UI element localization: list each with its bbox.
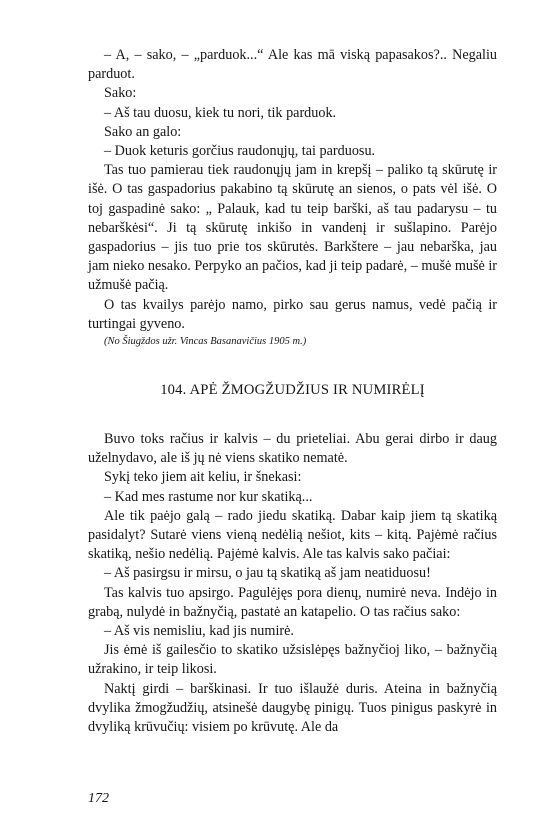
- paragraph: Ale tik paėjo galą – rado jiedu skatiką. Dabar kaip jiem tą skatiką pasidalyt? Sutarė viens vieną nedėlią nešiot, kits – kitą. Pajėmė račius skatiką, nešio nedėlią. Pajėmė kalvis. Ale tas kalvis sako pačiai:: [88, 507, 497, 563]
- paragraph: Tas kalvis tuo apsirgo. Pagulėjęs pora dienų, numirė neva. Indėjo in grabą, nulydė in bažnyčią, pastatė an katapelio. O tas račius sako:: [88, 584, 497, 620]
- paragraph: Sykį teko jiem ait keliu, ir šnekasi:: [104, 469, 302, 486]
- paragraph: – Aš vis nemisliu, kad jis numirė.: [104, 623, 294, 640]
- paragraph: – Duok keturis gorčius raudonųjų, tai parduosu.: [104, 143, 376, 160]
- paragraph: Naktį girdi – barškinasi. Ir tuo išlaužė duris. Ateina in bažnyčią dvylika žmogžudžių, atsinešė daugybę pinigų. Tuos pinigus paskyrė in dvyliką krūvučių: visiem po krūvutę. Ale da: [88, 680, 497, 736]
- paragraph: – Aš pasirgsu ir mirsu, o jau tą skatiką aš jam neatiduosu!: [104, 565, 431, 582]
- source-note: (No Šiugždos užr. Vincas Basanavičius 1905 m.): [104, 336, 307, 348]
- paragraph: Sako an galo:: [104, 123, 182, 140]
- paragraph: Buvo toks račius ir kalvis – du prieteliai. Abu gerai dirbo ir daug uželnydavo, ale iš jų nė viens skatiko nematė.: [88, 431, 497, 467]
- paragraph: – Kad mes rastume nor kur skatiką...: [104, 488, 313, 505]
- page-number: 172: [88, 791, 109, 806]
- paragraph: Jis ėmė iš gailesčio to skatiko užsislėpęs bažnyčioj liko, – bažnyčią užrakino, ir teip likosi.: [88, 642, 497, 678]
- paragraph: Sako:: [104, 85, 137, 102]
- story-title: 104. APĖ ŽMOGŽUDŽIUS IR NUMIRĖLĮ: [160, 382, 425, 399]
- paragraph: – A, – sako, – „parduok...“ Ale kas mā viską papasakos?.. Negaliu parduot.: [88, 47, 497, 83]
- paragraph: Tas tuo pamierau tiek raudonųjų jam in krepšį – paliko tą skūrutę ir išė. O tas gaspadorius pakabino tą skūrutę an sienos, o pats vėl išė. O toj gaspadinė sako: „ Palauk, kad tu teip barški, aš tau padarysu – tu nebarškėsi“. Ji tą skūrutę inkišo in vandenį ir sušlapino. Parėjo gaspadorius – jis tuo prie tos skūrutės. Barkštere – jau nebarška, jau jam nieko nesako. Perpyko an pačios, kad ji teip padarė, – mušė mušė ir užmušė pačią.: [88, 162, 497, 294]
- paragraph: O tas kvailys parėjo namo, pirko sau gerus namus, vedė pačią ir turtingai gyveno.: [88, 296, 497, 332]
- page-text: [88, 46, 497, 737]
- paragraph: – Aš tau duosu, kiek tu nori, tik parduok.: [104, 104, 337, 121]
